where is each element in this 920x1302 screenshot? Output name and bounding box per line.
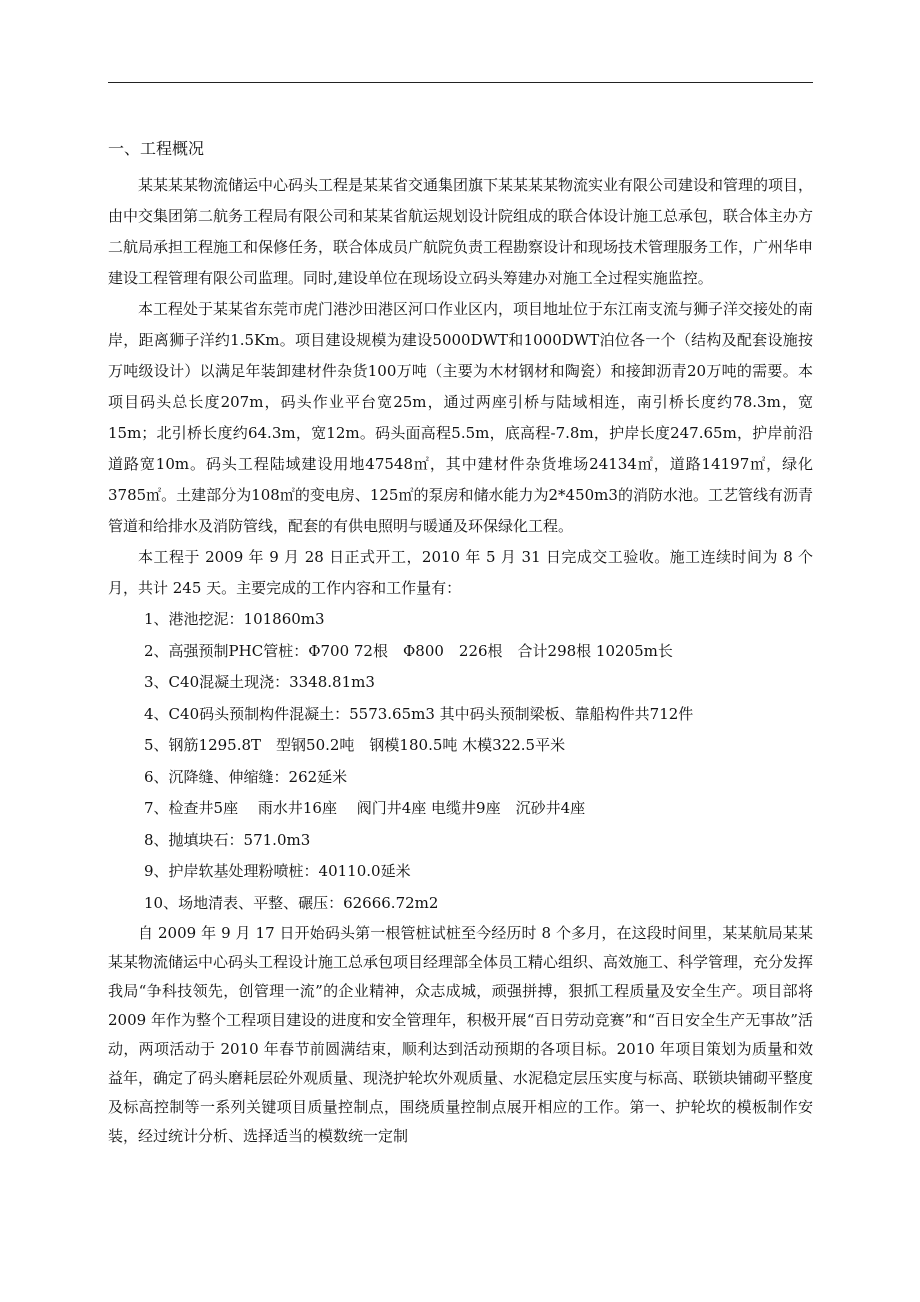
- paragraph-project-overview: 某某某某物流储运中心码头工程是某某省交通集团旗下某某某某物流实业有限公司建设和管理的项目，由中交集团第二航务工程局有限公司和某某省航运规划设计院组成的联合体设计施工总承包，联合体主办方二航局承担工程施工和保修任务，联合体成员广航院负责工程勘察设计和现场技术管理服务工作，广州华申建设工程管理有限公司监理。同时,建设单位在现场设立码头筹建办对施工全过程实施监控。: [108, 176, 814, 287]
- paragraph-schedule: 本工程于 2009 年 9 月 28 日正式开工，2010 年 5 月 31 日完成交工验收。施工连续时间为 8 个月，共计 245 天。主要完成的工作内容和工作量有：: [108, 548, 813, 597]
- list-item: 8、抛填块石：571.0m3: [144, 830, 311, 849]
- paragraph-project-location: 本工程处于某某省东莞市虎门港沙田港区河口作业区内，项目地址位于东江南支流与狮子洋交接处的南岸，距离狮子洋约1.5Km。项目建设规模为建设5000DWT和1000DWT泊位各一个（结构及配套设施按万吨级设计）以满足年装卸建材件杂货100万吨（主要为木材钢材和陶瓷）和接卸沥青20万吨的需要。本项目码头总长度207m，码头作业平台宽25m，通过两座引桥与陆域相连，南引桥长度约78.3m，宽15m；北引桥长度约64.3m，宽12m。码头面高程5.5m，底高程-7.8m，护岸长度247.65m，护岸前沿道路宽10m。码头工程陆域建设用地47548㎡，其中建材件杂货堆场24134㎡，道路14197㎡，绿化3785㎡。土建部分为108㎡的变电房、125㎡的泵房和储水能力为2*450m3的消防水池。工艺管线有沥青管道和给排水及消防管线，配套的有供电照明与暖通及环保绿化工程。: [108, 300, 814, 535]
- list-item: 1、港池挖泥：101860m3: [144, 610, 325, 628]
- list-item: 5、钢筋1295.8T 型钢50.2吨 钢模180.5吨 木模322.5平米: [144, 736, 566, 754]
- paragraph-progress-summary: 自 2009 年 9 月 17 日开始码头第一根管桩试桩至今经历时 8 个多月，在这段时间里，某某航局某某某某物流储运中心码头工程设计施工总承包项目经理部全体员工精心组织、高效施工、科学管理，充分发挥我局“争科技领先，创管理一流”的企业精神，众志成城，顽强拼搏，狠抓工程质量及安全生产。项目部将 2009 年作为整个工程项目建设的进度和安全管理年，积极开展“百日劳动竞赛”和“百日安全生产无事故”活动，两项活动于 2010 年春节前圆满结束，顺利达到活动预期的各项目标。2010 年项目策划为质量和效益年，确定了码头磨耗层砼外观质量、现浇护轮坎外观质量、水泥稳定层压实度与标高、联锁块铺砌平整度及标高控制等一系列关键项目质量控制点，围绕质量控制点展开相应的工作。第一、护轮坎的模板制作安装，经过统计分析、选择适当的模数统一定制: [108, 924, 814, 1145]
- header-rule: [108, 82, 813, 83]
- work-items-list: [108, 604, 813, 919]
- list-item: 6、沉降缝、伸缩缝：262延米: [144, 767, 348, 786]
- list-item: 9、护岸软基处理粉喷桩：40110.0延米: [144, 862, 411, 880]
- section-heading: 一、工程概况: [108, 139, 205, 158]
- document-body: [108, 128, 813, 1151]
- list-item: 3、C40混凝土现浇：3348.81m3: [144, 673, 375, 691]
- list-item: 2、高强预制PHC管桩：Φ700 72根 Φ800 226根 合计298根 10205m长: [144, 641, 673, 660]
- list-item: 4、C40码头预制构件混凝土：5573.65m3 其中码头预制梁板、靠船构件共712件: [144, 704, 694, 723]
- list-item: 7、检查井5座 雨水井16座 阀门井4座 电缆井9座 沉砂井4座: [144, 799, 586, 817]
- list-item: 10、场地清表、平整、碾压：62666.72m2: [144, 893, 439, 912]
